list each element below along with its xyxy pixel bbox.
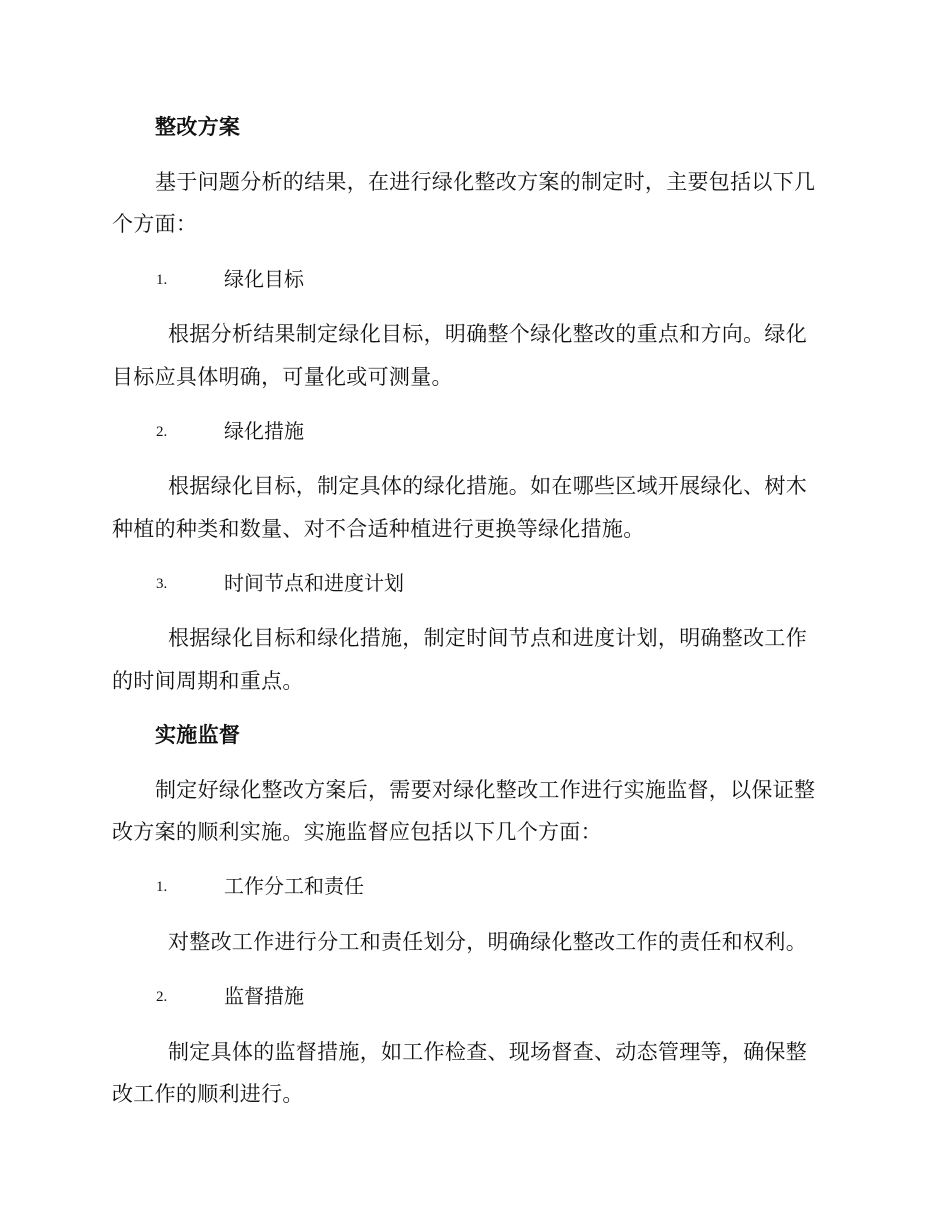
list-number: 1. [156,879,168,895]
section-heading-rectification-plan: 整改方案 [155,115,241,139]
list-item-title-greening-goal: 绿化目标 [224,267,304,291]
paragraph-line: 根据绿化目标和绿化措施，制定时间节点和进度计划，明确整改工作 [168,626,807,650]
list-item-title-greening-measures: 绿化措施 [224,419,304,443]
list-number: 3. [156,576,168,592]
paragraph-line: 根据绿化目标，制定具体的绿化措施。如在哪些区域开展绿化、树木 [168,474,807,498]
paragraph-line: 目标应具体明确，可量化或可测量。 [112,365,453,389]
section1-intro-line1: 基于问题分析的结果，在进行绿化整改方案的制定时，主要包括以下几 [155,170,816,194]
section2-intro-line2: 改方案的顺利实施。实施监督应包括以下几个方面： [112,820,602,844]
paragraph-line: 制定具体的监督措施，如工作检查、现场督查、动态管理等，确保整 [168,1040,807,1064]
list-number: 2. [156,424,168,440]
paragraph-line: 改工作的顺利进行。 [112,1082,304,1106]
paragraph-line: 对整改工作进行分工和责任划分，明确绿化整改工作的责任和权利。 [168,930,807,954]
list-item-title-supervision-measures: 监督措施 [224,984,304,1008]
list-number: 1. [156,272,168,288]
paragraph-line: 的时间周期和重点。 [112,669,304,693]
paragraph-line: 根据分析结果制定绿化目标，明确整个绿化整改的重点和方向。绿化 [168,322,807,346]
section2-intro-line1: 制定好绿化整改方案后，需要对绿化整改工作进行实施监督，以保证整 [155,778,816,802]
list-item-title-schedule: 时间节点和进度计划 [224,571,404,595]
list-number: 2. [156,989,168,1005]
section-heading-implementation-supervision: 实施监督 [155,723,241,747]
section1-intro-line2: 个方面： [112,212,198,236]
paragraph-line: 种植的种类和数量、对不合适种植进行更换等绿化措施。 [112,517,645,541]
list-item-title-division-of-work: 工作分工和责任 [224,874,364,898]
